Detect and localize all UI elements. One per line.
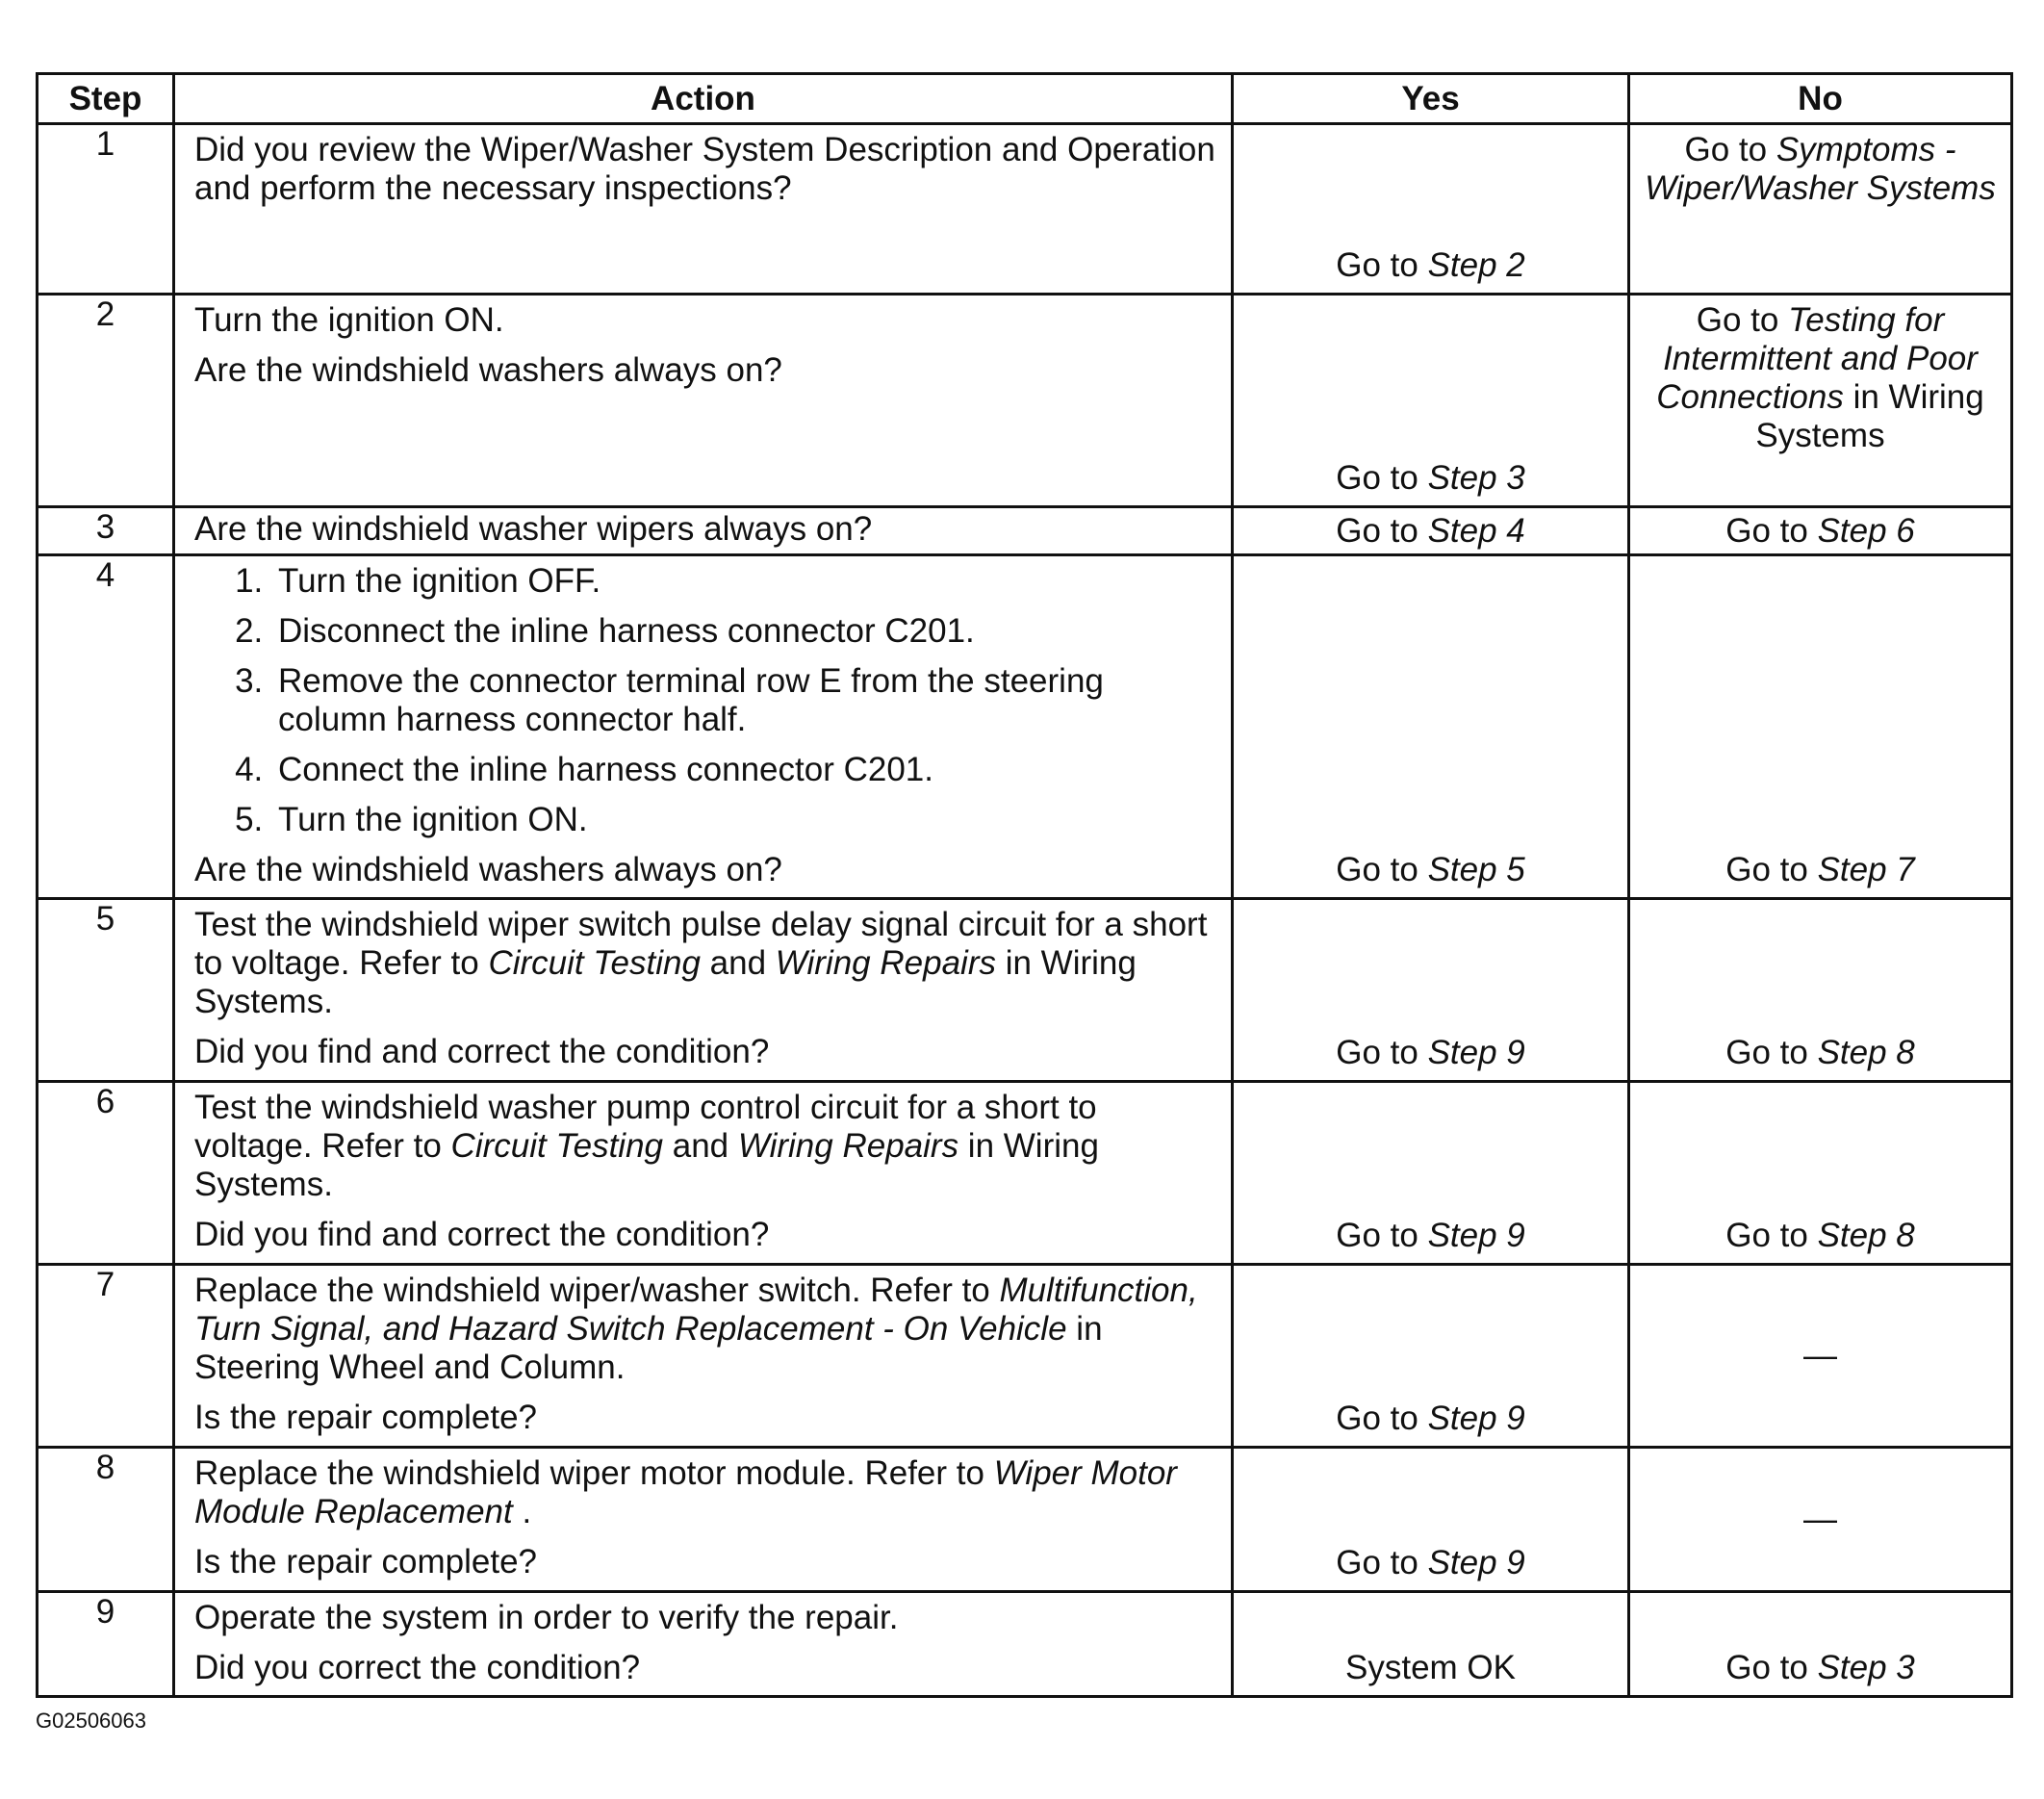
no-goto[interactable]	[1638, 296, 2003, 455]
action-cell	[174, 1082, 1233, 1265]
action-cell	[174, 124, 1233, 295]
yes-goto[interactable]	[1336, 1544, 1525, 1582]
goto-prefix: Go to	[1696, 301, 1789, 339]
goto-prefix: Go to	[1725, 1034, 1818, 1071]
yes-cell	[1233, 295, 1629, 507]
action-text	[194, 1089, 1217, 1204]
no-cell	[1629, 507, 2012, 555]
yes-cell	[1233, 899, 1629, 1082]
step-number: 7	[38, 1265, 174, 1448]
yes-goto[interactable]	[1336, 1400, 1525, 1438]
goto-prefix: Go to	[1336, 459, 1428, 497]
goto-prefix: Go to	[1684, 131, 1776, 168]
goto-prefix: Go to	[1725, 511, 1818, 550]
goto-prefix: Go to	[1725, 1649, 1818, 1686]
no-goto[interactable]	[1725, 1034, 1915, 1072]
header-no: No	[1629, 74, 2012, 124]
step-number: 1	[38, 124, 174, 295]
table-row	[38, 1082, 2012, 1265]
no-cell	[1629, 1592, 2012, 1697]
action-text-part: in Wiring Systems.	[194, 944, 1137, 1020]
goto-prefix: Go to	[1725, 851, 1818, 888]
step-number: 3	[38, 507, 174, 555]
step-link[interactable]: Step 6	[1817, 511, 1915, 550]
action-cell	[174, 899, 1233, 1082]
action-cell	[174, 1448, 1233, 1592]
substep-item: 3. Remove the connector terminal row E from the steering column harness connector half.	[272, 662, 1217, 739]
substep-item: 2. Disconnect the inline harness connector C201.	[272, 612, 1217, 651]
yes-cell	[1233, 1448, 1629, 1592]
step-link[interactable]: Step 3	[1817, 1649, 1915, 1686]
diagnostic-table	[36, 72, 2013, 1698]
yes-goto[interactable]	[1336, 851, 1525, 889]
no-cell	[1629, 1082, 2012, 1265]
goto-prefix: Go to	[1336, 1217, 1428, 1254]
action-cell	[174, 555, 1233, 899]
header-step: Step	[38, 74, 174, 124]
action-cell	[174, 507, 1233, 555]
no-goto[interactable]	[1725, 1217, 1915, 1255]
switch-replacement-link[interactable]: Multifunction, Turn Signal, and Hazard Switch Replacement - On Vehicle	[194, 1272, 1198, 1348]
action-cell	[174, 1592, 1233, 1697]
action-question: Is the repair complete?	[194, 1543, 538, 1581]
action-text: Operate the system in order to verify the repair.	[194, 1599, 899, 1636]
yes-goto[interactable]	[1234, 512, 1627, 551]
action-text-part: Replace the windshield wiper motor module. Refer to	[194, 1454, 994, 1492]
symptoms-link[interactable]: Symptoms - Wiper/Washer Systems	[1645, 131, 1996, 207]
substep-list	[194, 562, 1217, 839]
step-number: 4	[38, 555, 174, 899]
no-cell	[1629, 1448, 2012, 1592]
action-text: Did you review the Wiper/Washer System Description and Operation and perform the necessary inspections?	[194, 131, 1215, 207]
action-text-part: .	[512, 1493, 532, 1530]
diagnostic-page	[36, 72, 2010, 1698]
table-row	[38, 1592, 2012, 1697]
yes-cell	[1233, 507, 1629, 555]
action-text-part: Test the windshield wiper switch pulse delay signal circuit for a short to voltage. Refer to	[194, 906, 1208, 982]
goto-prefix: Go to	[1336, 511, 1428, 550]
no-cell	[1629, 555, 2012, 899]
step-link[interactable]: Step 2	[1427, 246, 1525, 284]
action-text-part: Test the windshield washer pump control circuit for a short to voltage. Refer to	[194, 1089, 1097, 1165]
no-cell	[1629, 295, 2012, 507]
figure-id: G02506063	[36, 1709, 146, 1733]
step-link[interactable]: Step 9	[1427, 1400, 1525, 1437]
yes-cell	[1233, 1592, 1629, 1697]
table-header-row	[38, 74, 2012, 124]
action-text-part: and	[700, 944, 776, 982]
substep-item: 5. Turn the ignition ON.	[272, 801, 1217, 839]
yes-cell	[1233, 124, 1629, 295]
yes-result: System OK	[1345, 1649, 1516, 1686]
action-text	[194, 906, 1217, 1021]
step-number: 2	[38, 295, 174, 507]
action-text-part: Replace the windshield wiper/washer switch. Refer to	[194, 1272, 1000, 1309]
action-cell	[174, 1265, 1233, 1448]
table-row	[38, 1448, 2012, 1592]
no-goto[interactable]	[1630, 512, 2010, 551]
no-dash: —	[1803, 1336, 1837, 1375]
action-text-part: and	[663, 1127, 738, 1165]
wiring-repairs-link[interactable]: Wiring Repairs	[775, 944, 996, 982]
action-text	[194, 1454, 1217, 1531]
no-goto[interactable]	[1725, 1649, 1915, 1687]
action-text	[194, 1272, 1217, 1387]
yes-cell	[1233, 555, 1629, 899]
testing-link[interactable]: Testing for Intermittent and Poor Connections	[1656, 301, 1978, 416]
yes-goto[interactable]	[1336, 1034, 1525, 1072]
action-text-part: in Wiring Systems.	[194, 1127, 1099, 1203]
goto-suffix: in Wiring Systems	[1755, 378, 1984, 454]
goto-prefix: Go to	[1336, 851, 1428, 888]
table-row	[38, 1265, 2012, 1448]
table-row	[38, 899, 2012, 1082]
action-question: Did you correct the condition?	[194, 1649, 641, 1686]
table-row	[38, 507, 2012, 555]
step-number: 6	[38, 1082, 174, 1265]
step-link[interactable]: Step 8	[1817, 1217, 1915, 1254]
no-goto[interactable]	[1725, 851, 1915, 889]
circuit-testing-link[interactable]: Circuit Testing	[450, 1127, 664, 1165]
step-link[interactable]: Step 9	[1427, 1544, 1525, 1581]
header-action: Action	[174, 74, 1233, 124]
substep-item: 1. Turn the ignition OFF.	[272, 562, 1217, 601]
action-text: Turn the ignition ON.	[194, 301, 504, 339]
no-cell	[1629, 899, 2012, 1082]
step-number: 8	[38, 1448, 174, 1592]
action-text-part: in Steering Wheel and Column.	[194, 1310, 1103, 1386]
no-cell	[1629, 124, 2012, 295]
goto-prefix: Go to	[1336, 246, 1428, 284]
action-question: Are the windshield washers always on?	[194, 851, 782, 888]
step-link[interactable]: Step 4	[1427, 511, 1525, 550]
goto-prefix: Go to	[1336, 1544, 1428, 1581]
action-question: Did you find and correct the condition?	[194, 1216, 770, 1253]
wiring-repairs-link[interactable]: Wiring Repairs	[737, 1127, 959, 1165]
no-dash: —	[1803, 1500, 1837, 1538]
motor-module-replacement-link[interactable]: Wiper Motor Module Replacement	[194, 1454, 1177, 1530]
action-cell	[174, 295, 1233, 507]
no-cell	[1629, 1265, 2012, 1448]
goto-prefix: Go to	[1725, 1217, 1818, 1254]
goto-prefix: Go to	[1336, 1400, 1428, 1437]
yes-goto[interactable]	[1336, 246, 1525, 285]
no-goto[interactable]	[1638, 125, 2003, 208]
action-question: Is the repair complete?	[194, 1399, 538, 1436]
yes-goto[interactable]	[1336, 459, 1525, 498]
step-link[interactable]: Step 3	[1427, 459, 1525, 497]
action-question: Are the windshield washers always on?	[194, 351, 782, 389]
table-row	[38, 124, 2012, 295]
step-number: 5	[38, 899, 174, 1082]
step-link[interactable]: Step 7	[1817, 851, 1915, 888]
yes-cell	[1233, 1265, 1629, 1448]
step-number: 9	[38, 1592, 174, 1697]
step-link[interactable]: Step 9	[1427, 1217, 1525, 1254]
substep-item: 4. Connect the inline harness connector C201.	[272, 751, 1217, 789]
action-text: Are the windshield washer wipers always on?	[194, 510, 873, 548]
action-question: Did you find and correct the condition?	[194, 1033, 770, 1070]
yes-goto[interactable]	[1336, 1217, 1525, 1255]
step-link[interactable]: Step 5	[1427, 851, 1525, 888]
goto-prefix: Go to	[1336, 1034, 1428, 1071]
step-link[interactable]: Step 8	[1817, 1034, 1915, 1071]
table-row	[38, 295, 2012, 507]
header-yes: Yes	[1233, 74, 1629, 124]
yes-cell	[1233, 1082, 1629, 1265]
table-row	[38, 555, 2012, 899]
step-link[interactable]: Step 9	[1427, 1034, 1525, 1071]
circuit-testing-link[interactable]: Circuit Testing	[488, 944, 701, 982]
